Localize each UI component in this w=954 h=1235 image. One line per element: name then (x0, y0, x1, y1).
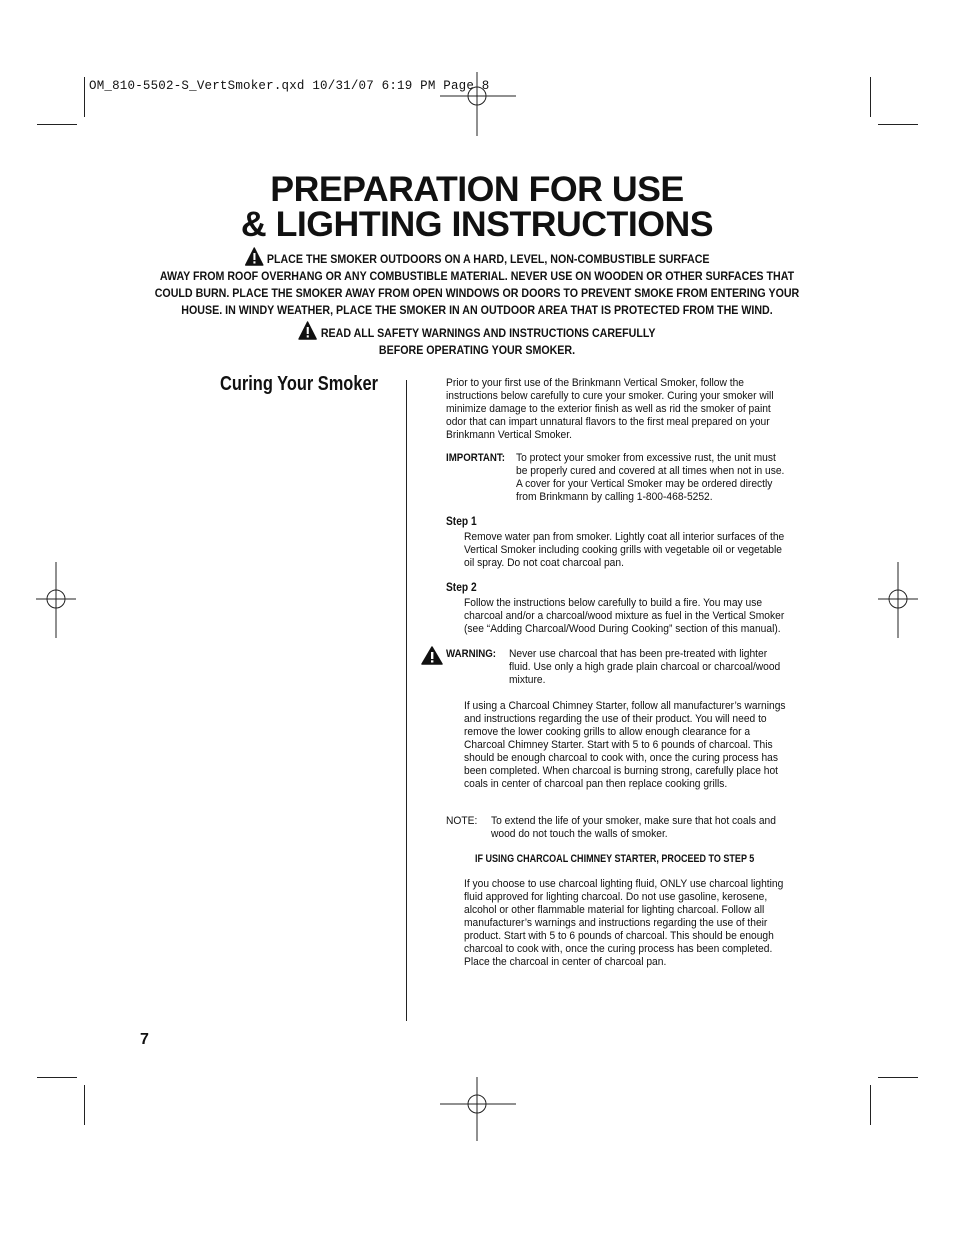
chimney-line: Charcoal Chimney Starter. Start with 5 to 6 pounds of charcoal. This (464, 739, 773, 751)
step-2-text (464, 597, 784, 636)
step-2-label: Step 2 (446, 581, 477, 594)
fluid-line: fluid approved for lighting charcoal. Do not use gasoline, kerosene, (464, 891, 768, 903)
crop-mark (870, 77, 871, 117)
step2-line: charcoal and/or a charcoal/wood mixture as fuel in the Vertical Smoker (464, 610, 785, 622)
step-1-text (464, 531, 784, 570)
banner1-line-2: AWAY FROM ROOF OVERHANG OR ANY COMBUSTIBLE MATERIAL. NEVER USE ON WOODEN OR OTHER SURFACES THAT (159, 269, 795, 283)
note-line: To extend the life of your smoker, make sure that hot coals and (491, 815, 776, 827)
warning-triangle-icon (421, 646, 443, 665)
crop-mark (870, 1085, 871, 1125)
important-line: To protect your smoker from excessive rust, the unit must (516, 452, 776, 464)
intro-paragraph (446, 377, 774, 442)
intro-line: instructions below carefully to cure your smoker. Curing your smoker will (446, 390, 774, 402)
step2-line: Follow the instructions below carefully to build a fire. You may use (464, 597, 763, 609)
banner2-line-2: BEFORE OPERATING YOUR SMOKER. (378, 343, 576, 357)
page-number: 7 (140, 1031, 149, 1048)
crop-mark (84, 77, 85, 117)
banner1-line-1: PLACE THE SMOKER OUTDOORS ON A HARD, LEVEL, NON-COMBUSTIBLE SURFACE (266, 252, 710, 266)
fluid-line: charcoal to cook with, once the curing process has been completed. (464, 943, 773, 955)
chimney-line: coals in center of charcoal pan then replace cooking grills. (464, 778, 728, 790)
warning-line: fluid. Use only a high grade plain charcoal or charcoal/wood (509, 661, 781, 673)
chimney-line: should be enough charcoal to cook with, once the curing process has (464, 752, 779, 764)
intro-line: minimize damage to the exterior finish as well as rid the smoker of paint (446, 403, 771, 415)
intro-line: odor that can impart unnatural flavors to the first meal prepared on your (446, 416, 770, 428)
step2-line: (see “Adding Charcoal/Wood During Cooking” section of this manual). (464, 623, 781, 635)
crop-mark (878, 1077, 918, 1078)
step1-line: oil spray. Do not coat charcoal pan. (464, 557, 624, 569)
fluid-line: product. Start with 5 to 6 pounds of charcoal. This should be enough (464, 930, 774, 942)
warning-triangle-icon (245, 247, 264, 266)
safety-banner-read-warnings (67, 321, 887, 359)
important-line: be properly cured and covered at all times when not in use. (516, 465, 785, 477)
fluid-line: manufacturer’s warnings and instructions regarding the use of their (464, 917, 768, 929)
fluid-line: If you choose to use charcoal lighting fluid, ONLY use charcoal lighting (464, 878, 784, 890)
banner1-line-4: HOUSE. IN WINDY WEATHER, PLACE THE SMOKER IN AN OUTDOOR AREA THAT IS PROTECTED FROM THE WIND. (181, 303, 773, 317)
crop-mark (37, 124, 77, 125)
important-line: A cover for your Vertical Smoker may be ordered directly (516, 478, 773, 490)
note-label: NOTE: (446, 815, 478, 827)
column-divider (406, 380, 407, 1021)
step1-line: Vertical Smoker including cooking grills with vegetable oil or vegetable (464, 544, 782, 556)
chimney-line: and instructions regarding the use of their product. You will need to (464, 713, 767, 725)
intro-line: Brinkmann Vertical Smoker. (446, 429, 572, 441)
section-heading: Curing Your Smoker (220, 373, 378, 395)
registration-mark-icon (440, 1077, 516, 1141)
note-line: wood do not touch the walls of smoker. (491, 828, 668, 840)
intro-line: Prior to your first use of the Brinkmann Vertical Smoker, follow the (446, 377, 744, 389)
crop-mark (37, 1077, 77, 1078)
title-line-2: & LIGHTING INSTRUCTIONS (240, 205, 714, 244)
fluid-line: Place the charcoal in center of charcoal pan. (464, 956, 667, 968)
page-title (0, 172, 954, 242)
warning-line: mixture. (509, 674, 546, 686)
registration-mark-icon (36, 562, 76, 638)
warning-line: Never use charcoal that has been pre-treated with lighter (509, 648, 768, 660)
step1-line: Remove water pan from smoker. Lightly coat all interior surfaces of the (464, 531, 785, 543)
file-slug: OM_810-5502-S_VertSmoker.qxd 10/31/07 6:19 PM Page 8 (89, 79, 490, 93)
warning-triangle-icon (298, 321, 317, 340)
banner2-line-1: READ ALL SAFETY WARNINGS AND INSTRUCTIONS CAREFULLY (320, 326, 656, 340)
banner1-line-3: COULD BURN. PLACE THE SMOKER AWAY FROM OPEN WINDOWS OR DOORS TO PREVENT SMOKE FROM ENTERING YOUR (154, 286, 800, 300)
crop-mark (878, 124, 918, 125)
lighting-fluid-paragraph (464, 878, 783, 969)
chimney-line: remove the lower cooking grills to allow enough clearance for a (464, 726, 751, 738)
warning-label: WARNING: (446, 648, 497, 660)
chimney-starter-paragraph (464, 700, 786, 791)
proceed-to-step-5: IF USING CHARCOAL CHIMNEY STARTER, PROCEED TO STEP 5 (475, 853, 755, 865)
important-text (516, 452, 784, 504)
warning-text (509, 648, 780, 687)
step-1-label: Step 1 (446, 515, 477, 528)
fluid-line: alcohol or other flammable material for lighting charcoal. Follow all (464, 904, 765, 916)
crop-mark (84, 1085, 85, 1125)
registration-mark-icon (878, 562, 918, 638)
important-line: from Brinkmann by calling 1-800-468-5252. (516, 491, 713, 503)
registration-mark-icon (440, 72, 516, 136)
important-label: IMPORTANT: (446, 452, 505, 464)
note-text (491, 815, 776, 841)
chimney-line: If using a Charcoal Chimney Starter, follow all manufacturer’s warnings (464, 700, 786, 712)
title-line-1: PREPARATION FOR USE (270, 170, 684, 209)
safety-banner-placement (67, 247, 887, 319)
chimney-line: been completed. When charcoal is burning strong, carefully place hot (464, 765, 779, 777)
